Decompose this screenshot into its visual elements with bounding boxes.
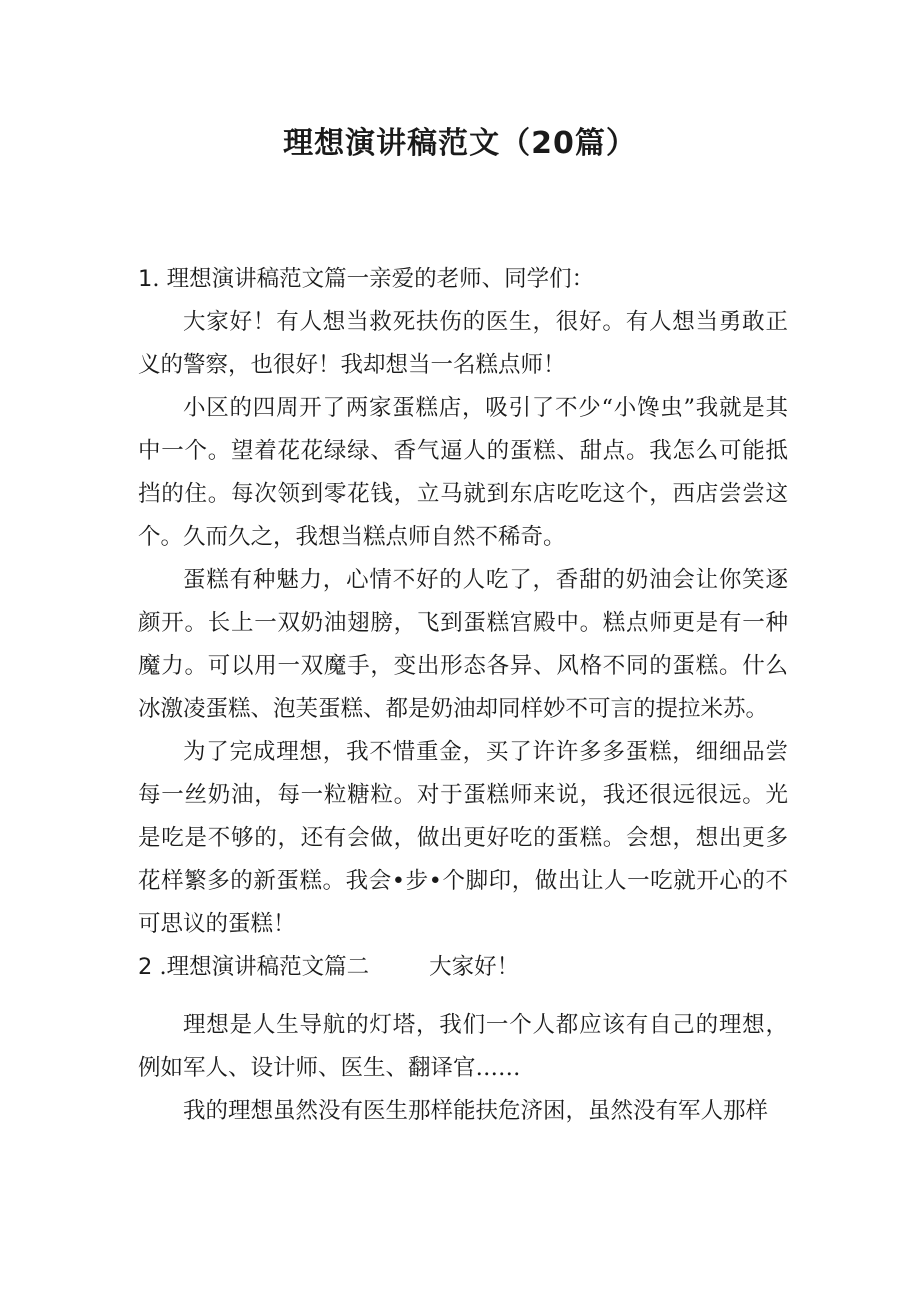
section-2-greeting: 大家好！ bbox=[429, 954, 520, 980]
section-2-paragraph-1: 理想是人生导航的灯塔，我们一个人都应该有自己的理想，例如军人、设计师、医生、翻译官…… bbox=[138, 1012, 788, 1081]
section-1-heading-text: . 理想演讲稿范文篇一亲爱的老师、同学们： bbox=[152, 266, 595, 292]
section-2-number: 2 bbox=[138, 954, 153, 980]
section-1-paragraph-1: 大家好！有人想当救死扶伤的医生，很好。有人想当勇敢正义的警察，也很好！我却想当一名糕点师！ bbox=[138, 309, 788, 378]
section-1-paragraph-4: 为了完成理想，我不惜重金，买了许许多多蛋糕，细细品尝每一丝奶油，每一粒糖粒。对于蛋糕师来说，我还很远很远。光是吃是不够的，还有会做，做出更好吃的蛋糕。会想，想出更多花样繁多的新蛋糕。我会•步•个脚印，做出让人一吃就开心的不可思议的蛋糕！ bbox=[138, 739, 788, 937]
section-1-number: 1 bbox=[138, 266, 153, 292]
section-1-paragraph-2: 小区的四周开了两家蛋糕店，吸引了不少“小馋虫”我就是其中一个。望着花花绿绿、香气逼人的蛋糕、甜点。我怎么可能抵挡的住。每次领到零花钱，立马就到东店吃吃这个，西店尝尝这个。久而久之，我想当糕点师自然不稀奇。 bbox=[138, 395, 788, 550]
section-2-heading bbox=[138, 946, 788, 989]
section-2-paragraph-2: 我的理想虽然没有医生那样能扶危济困，虽然没有军人那样 bbox=[183, 1098, 769, 1124]
document-body bbox=[138, 258, 788, 1133]
document-title: 理想演讲稿范文（20篇） bbox=[283, 126, 637, 161]
section-1-heading bbox=[138, 258, 788, 301]
section-1-paragraph-3: 蛋糕有种魅力，心情不好的人吃了，香甜的奶油会让你笑逐颜开。长上一双奶油翅膀，飞到蛋糕宫殿中。糕点师更是有一种魔力。可以用一双魔手，变出形态各异、风格不同的蛋糕。什么冰激凌蛋糕、泡芙蛋糕、都是奶油却同样妙不可言的提拉米苏。 bbox=[138, 567, 788, 722]
section-2-heading-text: .理想演讲稿范文篇二 bbox=[152, 954, 370, 980]
